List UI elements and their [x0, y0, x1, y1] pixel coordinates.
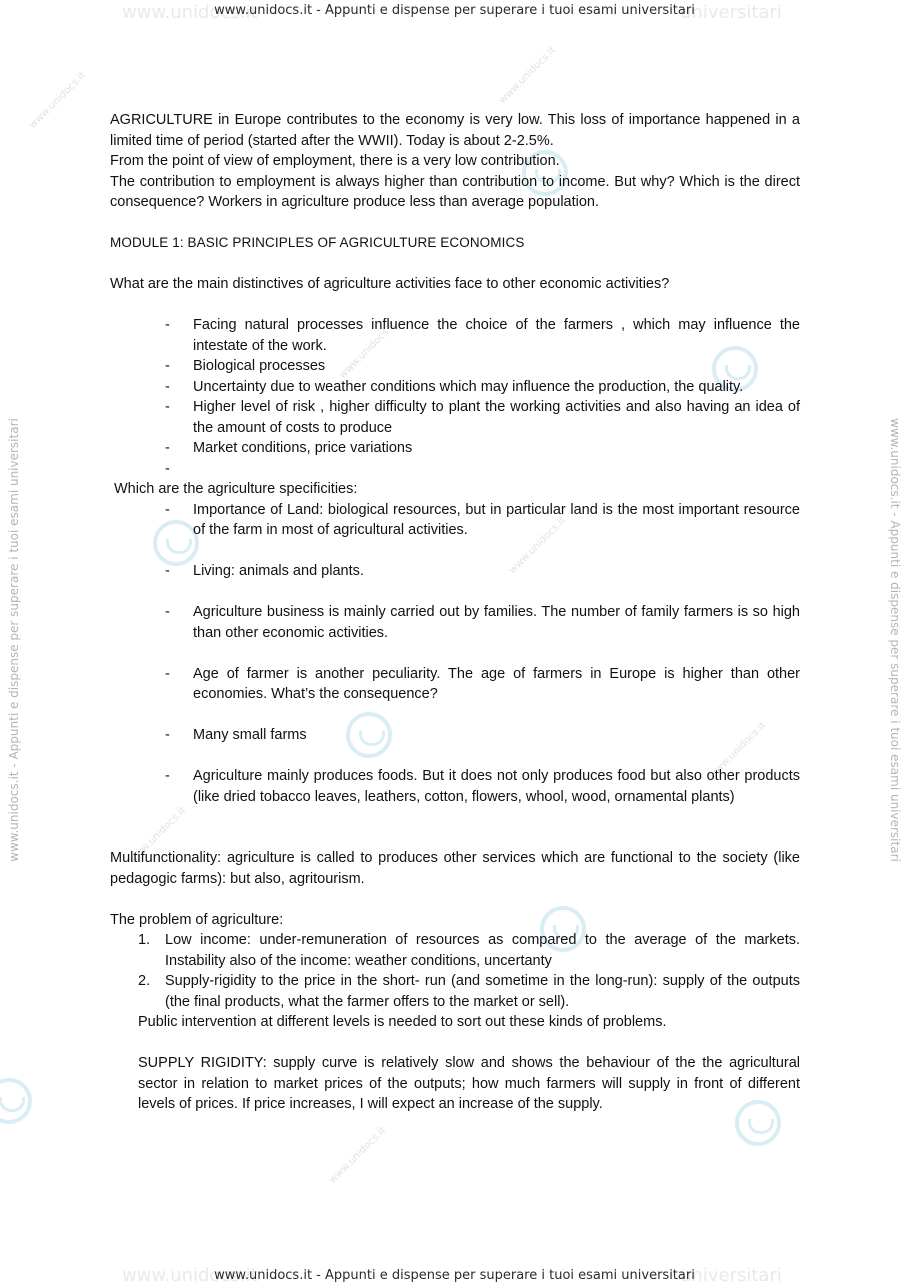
document-body	[110, 110, 800, 1115]
watermark-diagonal: www.unidocs.it	[327, 1124, 389, 1187]
intro-paragraph: From the point of view of employment, there is a very low contribution.	[110, 153, 560, 169]
watermark-footer: www.unidocs.it - Appunti e dispense per superare i tuoi esami universitari	[214, 1268, 695, 1283]
watermark-diagonal: www.unidocs.it	[507, 514, 569, 577]
list-item-empty	[110, 459, 800, 480]
watermark-side-left: www.unidocs.it - Appunti e dispense per superare i tuoi esami universitari	[7, 418, 21, 862]
list-item: - Many small farms	[110, 725, 800, 746]
watermark-diagonal: www.unidocs.it	[27, 69, 89, 132]
specificities-question: Which are the agriculture specificities:	[114, 481, 358, 497]
public-intervention-paragraph: Public intervention at different levels is needed to sort out these kinds of problems.	[138, 1014, 667, 1030]
distinctives-question: What are the main distinctives of agriculture activities face to other economic activities?	[110, 276, 670, 292]
list-item: - Biological processes	[110, 356, 800, 377]
problem-title: The problem of agriculture:	[110, 911, 284, 928]
watermark-side-right: www.unidocs.it - Appunti e dispense per superare i tuoi esami universitari	[888, 418, 902, 862]
supply-rigidity-paragraph: SUPPLY RIGIDITY: supply curve is relatively slow and shows the behaviour of the the agricultural sector in relation to market prices of the outputs; how much farmers will supply in front of different levels of prices. If price increases, I will expect an increase of the supply.	[138, 1055, 800, 1112]
watermark-diagonal: www.unidocs.it	[127, 804, 189, 867]
multifunctionality-paragraph: Multifunctionality: agriculture is called to produces other services which are functional to the society (like pedagogic farms): but also, agritourism.	[110, 850, 800, 887]
list-item: - Uncertainty due to weather conditions which may influence the production, the quality.	[110, 377, 800, 398]
list-item: - Higher level of risk , higher difficulty to plant the working activities and also having an idea of the amount of costs to produce	[110, 397, 800, 438]
list-item: - Facing natural processes influence the choice of the farmers , which may influence the intestate of the work.	[110, 315, 800, 356]
list-item: - Importance of Land: biological resources, but in particular land is the most important resource of the farm in most of agricultural activities.	[110, 500, 800, 541]
problem-list	[110, 930, 800, 1012]
watermark-diagonal: www.unidocs.it	[337, 319, 399, 382]
watermark-ghost-left: www.unidocs.it	[122, 2, 258, 23]
list-item: - Living: animals and plants.	[110, 561, 800, 582]
list-item: - Age of farmer is another peculiarity. The age of farmers in Europe is higher than other economies. What’s the consequence?	[110, 664, 800, 705]
watermark-header: www.unidocs.it - Appunti e dispense per superare i tuoi esami universitari	[214, 3, 695, 18]
list-item: - Agriculture mainly produces foods. But it does not only produces food but also other products (like dried tobacco leaves, leathers, cotton, flowers, whool, wood, ornamental plants)	[110, 766, 800, 807]
list-item: - Market conditions, price variations	[110, 438, 800, 459]
watermark-diagonal: www.unidocs.it	[497, 44, 559, 107]
distinctives-list	[110, 315, 800, 479]
list-item: - Agriculture business is mainly carried out by families. The number of family farmers is so high than other economic activities.	[110, 602, 800, 643]
intro-paragraph: AGRICULTURE in Europe contributes to the economy is very low. This loss of importance happened in a limited time of period (started after the WWII). Today is about 2-2.5%.	[110, 112, 800, 149]
module-heading: MODULE 1: BASIC PRINCIPLES OF AGRICULTURE ECONOMICS	[110, 235, 525, 250]
watermark-ghost-right: universitari	[680, 2, 782, 23]
watermark-ghost-left: www.unidocs.it	[122, 1265, 258, 1286]
list-item: 2. Supply-rigidity to the price in the short- run (and sometime in the long-run): supply of the outputs (the final products, what the farmer offers to the market or sell).	[138, 973, 800, 1010]
specificities-list	[110, 500, 800, 808]
unidocs-logo-icon	[0, 1078, 32, 1124]
watermark-ghost-right: universitari	[680, 1265, 782, 1286]
list-item: 1. Low income: under-remuneration of resources as compared to the average of the markets. Instability also of the income: weather conditions, uncertanty	[138, 932, 800, 969]
watermark-diagonal: www.unidocs.it	[707, 719, 769, 782]
intro-paragraph: The contribution to employment is always higher than contribution to income. But why? Which is the direct consequence? Workers in agriculture produce less than average population.	[110, 173, 800, 210]
